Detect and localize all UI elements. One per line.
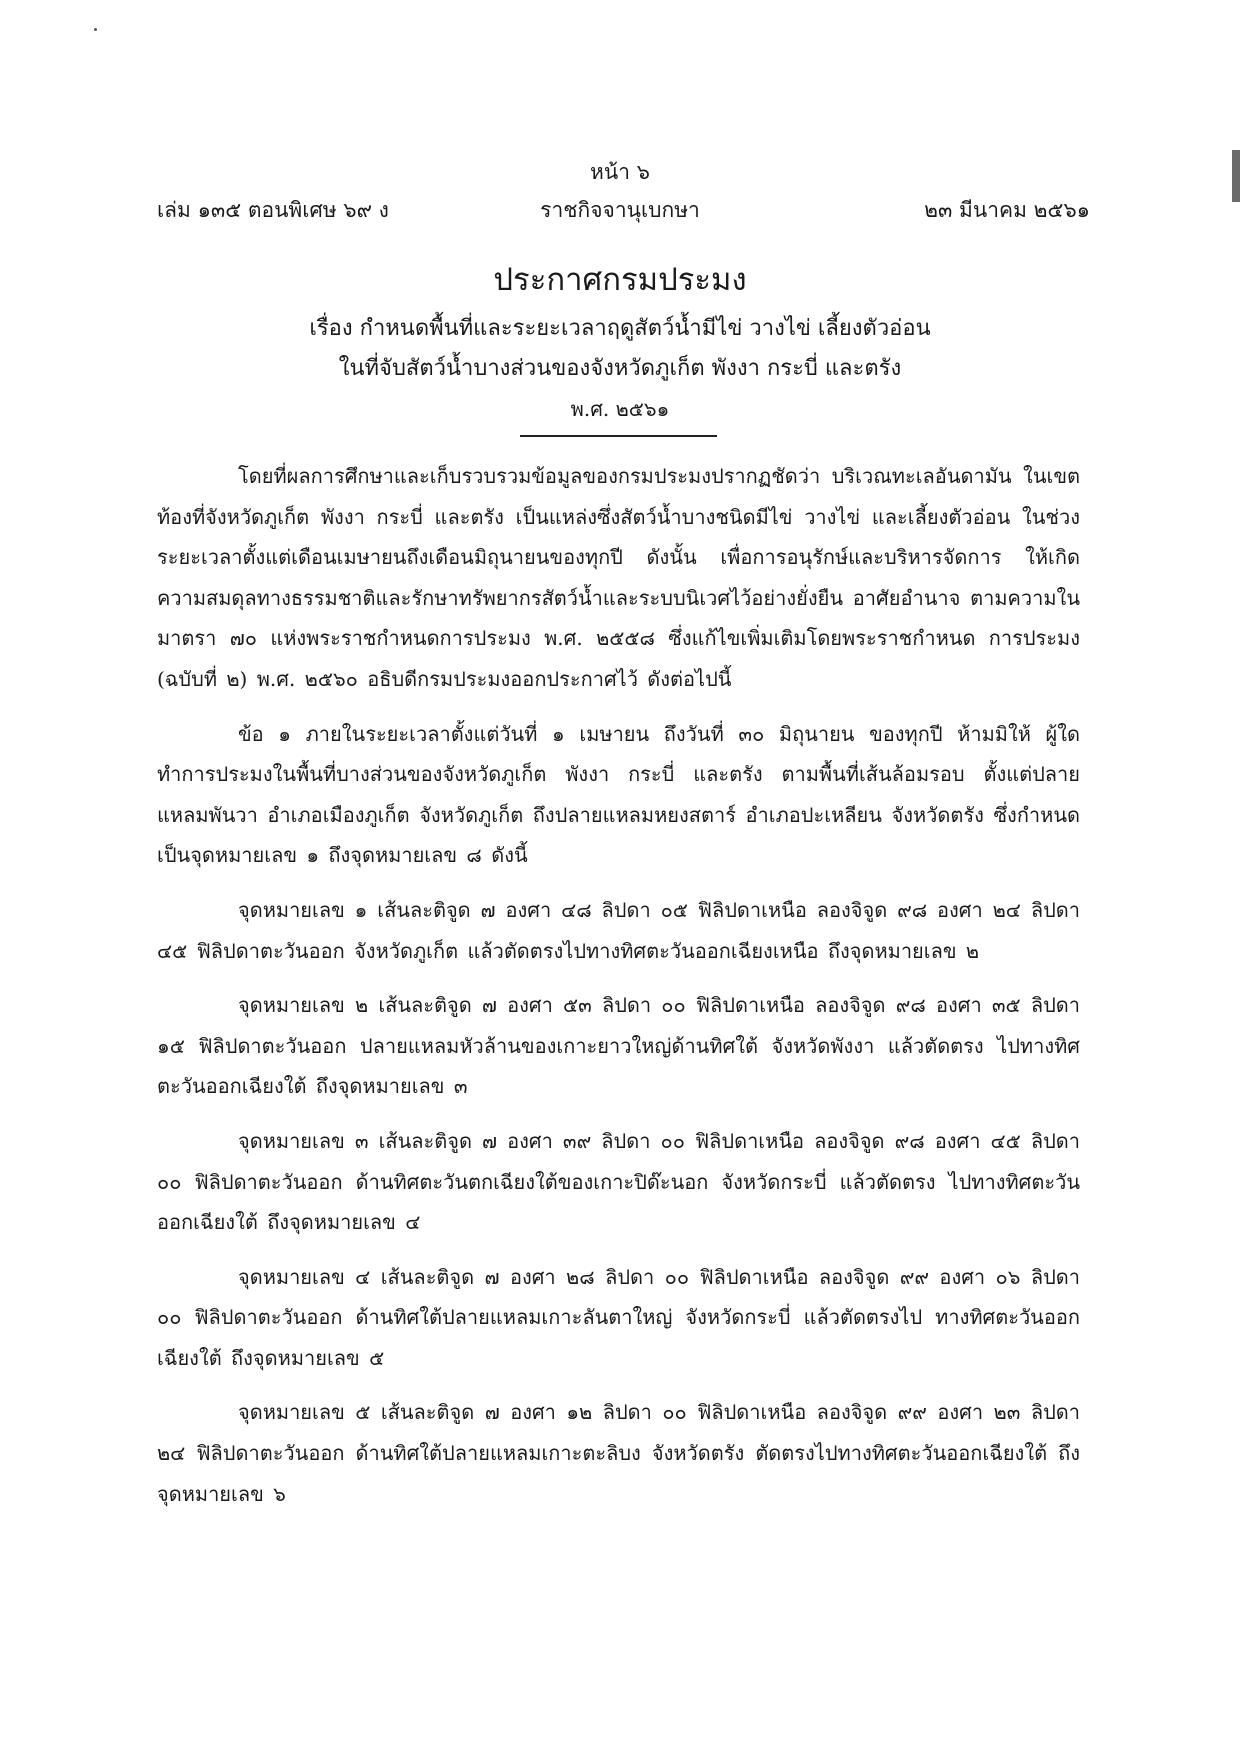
scan-speck xyxy=(94,28,97,31)
point-1-paragraph: จุดหมายเลข ๑ เส้นละติจูด ๗ องศา ๔๘ ลิปดา ๐๕ ฟิลิปดาเหนือ ลองจิจูด ๙๘ องศา ๒๔ ลิปดา ๔๕ ฟิลิปดาตะวันออก จังหวัดภูเก็ต แล้วตัดตรงไปทางทิศตะวันออกเฉียงเหนือ ถึงจุดหมายเลข ๒ xyxy=(157,897,1080,963)
announcement-body xyxy=(157,456,1080,1528)
point-3-paragraph: จุดหมายเลข ๓ เส้นละติจูด ๗ องศา ๓๙ ลิปดา ๐๐ ฟิลิปดาเหนือ ลองจิจูด ๙๘ องศา ๔๕ ลิปดา ๐๐ ฟิลิปดาตะวันออก ด้านทิศตะวันตกเฉียงใต้ของเกาะปิด๊ะนอก จังหวัดกระบี่ แล้วตัดตรง ไปทางทิศตะวันออกเฉียงใต้ ถึงจุดหมายเลข ๔ xyxy=(157,1128,1080,1235)
announcement-subject-line-2: ในที่จับสัตว์น้ำบางส่วนของจังหวัดภูเก็ต พังงา กระบี่ และตรัง xyxy=(338,356,902,381)
point-4-paragraph: จุดหมายเลข ๔ เส้นละติจูด ๗ องศา ๒๘ ลิปดา ๐๐ ฟิลิปดาเหนือ ลองจิจูด ๙๙ องศา ๐๖ ลิปดา ๐๐ ฟิลิปดาตะวันออก ด้านทิศใต้ปลายแหลมเกาะลันตาใหญ่ จังหวัดกระบี่ แล้วตัดตรงไป ทางทิศตะวันออกเฉียงใต้ ถึงจุดหมายเลข ๕ xyxy=(157,1264,1080,1370)
point-5-paragraph: จุดหมายเลข ๕ เส้นละติจูด ๗ องศา ๑๒ ลิปดา ๐๐ ฟิลิปดาเหนือ ลองจิจูด ๙๙ องศา ๒๓ ลิปดา ๒๔ ฟิลิปดาตะวันออก ด้านทิศใต้ปลายแหลมเกาะตะลิบง จังหวัดตรัง ตัดตรงไปทางทิศตะวันออกเฉียงใต้ ถึงจุดหมายเลข ๖ xyxy=(157,1400,1080,1506)
clause-1-paragraph: ข้อ ๑ ภายในระยะเวลาตั้งแต่วันที่ ๑ เมษายน ถึงวันที่ ๓๐ มิถุนายน ของทุกปี ห้ามมิให้ ผู้ใดทำการประมงในพื้นที่บางส่วนของจังหวัดภูเก็ต พังงา กระบี่ และตรัง ตามพื้นที่เส้นล้อมรอบ ตั้งแต่ปลายแหลมพันวา อำเภอเมืองภูเก็ต จังหวัดภูเก็ต ถึงปลายแหลมหยงสตาร์ อำเภอปะเหลียน จังหวัดตรัง ซึ่งกำหนดเป็นจุดหมายเลข ๑ ถึงจุดหมายเลข ๘ ดังนี้ xyxy=(157,721,1080,868)
announcement-subject-line-1: เรื่อง กำหนดพื้นที่และระยะเวลาฤดูสัตว์น้ำมีไข่ วางไข่ เลี้ยงตัวอ่อน xyxy=(309,316,931,341)
preamble-paragraph: โดยที่ผลการศึกษาและเก็บรวบรวมข้อมูลของกรมประมงปรากฏชัดว่า บริเวณทะเลอันดามัน ในเขตท้องที่จังหวัดภูเก็ต พังงา กระบี่ และตรัง เป็นแหล่งซึ่งสัตว์น้ำบางชนิดมีไข่ วางไข่ และเลี้ยงตัวอ่อน ในช่วงระยะเวลาตั้งแต่เดือนเมษายนถึงเดือนมิถุนายนของทุกปี ดังนั้น เพื่อการอนุรักษ์และบริหารจัดการ ให้เกิดความสมดุลทางธรรมชาติและรักษาทรัพยากรสัตว์น้ำและระบบนิเวศไว้อย่างยั่งยืน อาศัยอำนาจ ตามความในมาตรา ๗๐ แห่งพระราชกำหนดการประมง พ.ศ. ๒๕๕๘ ซึ่งแก้ไขเพิ่มเติมโดยพระราชกำหนด การประมง (ฉบับที่ ๒) พ.ศ. ๒๕๖๐ อธิบดีกรมประมงออกประกาศไว้ ดังต่อไปนี้ xyxy=(157,464,1080,691)
gazette-name: ราชกิจจานุเบกษา xyxy=(540,198,700,222)
volume-info: เล่ม ๑๓๕ ตอนพิเศษ ๖๙ ง xyxy=(157,198,389,222)
title-divider xyxy=(520,435,717,437)
announcement-year: พ.ศ. ๒๕๖๑ xyxy=(570,397,670,421)
announcement-title: ประกาศกรมประมง xyxy=(493,262,747,298)
point-2-paragraph: จุดหมายเลข ๒ เส้นละติจูด ๗ องศา ๕๓ ลิปดา ๐๐ ฟิลิปดาเหนือ ลองจิจูด ๙๘ องศา ๓๕ ลิปดา ๑๕ ฟิลิปดาตะวันออก ปลายแหลมหัวล้านของเกาะยาวใหญ่ด้านทิศใต้ จังหวัดพังงา แล้วตัดตรง ไปทางทิศตะวันออกเฉียงใต้ ถึงจุดหมายเลข ๓ xyxy=(157,993,1080,1099)
page-number: หน้า ๖ xyxy=(590,160,650,184)
publication-date: ๒๓ มีนาคม ๒๕๖๑ xyxy=(924,198,1090,222)
